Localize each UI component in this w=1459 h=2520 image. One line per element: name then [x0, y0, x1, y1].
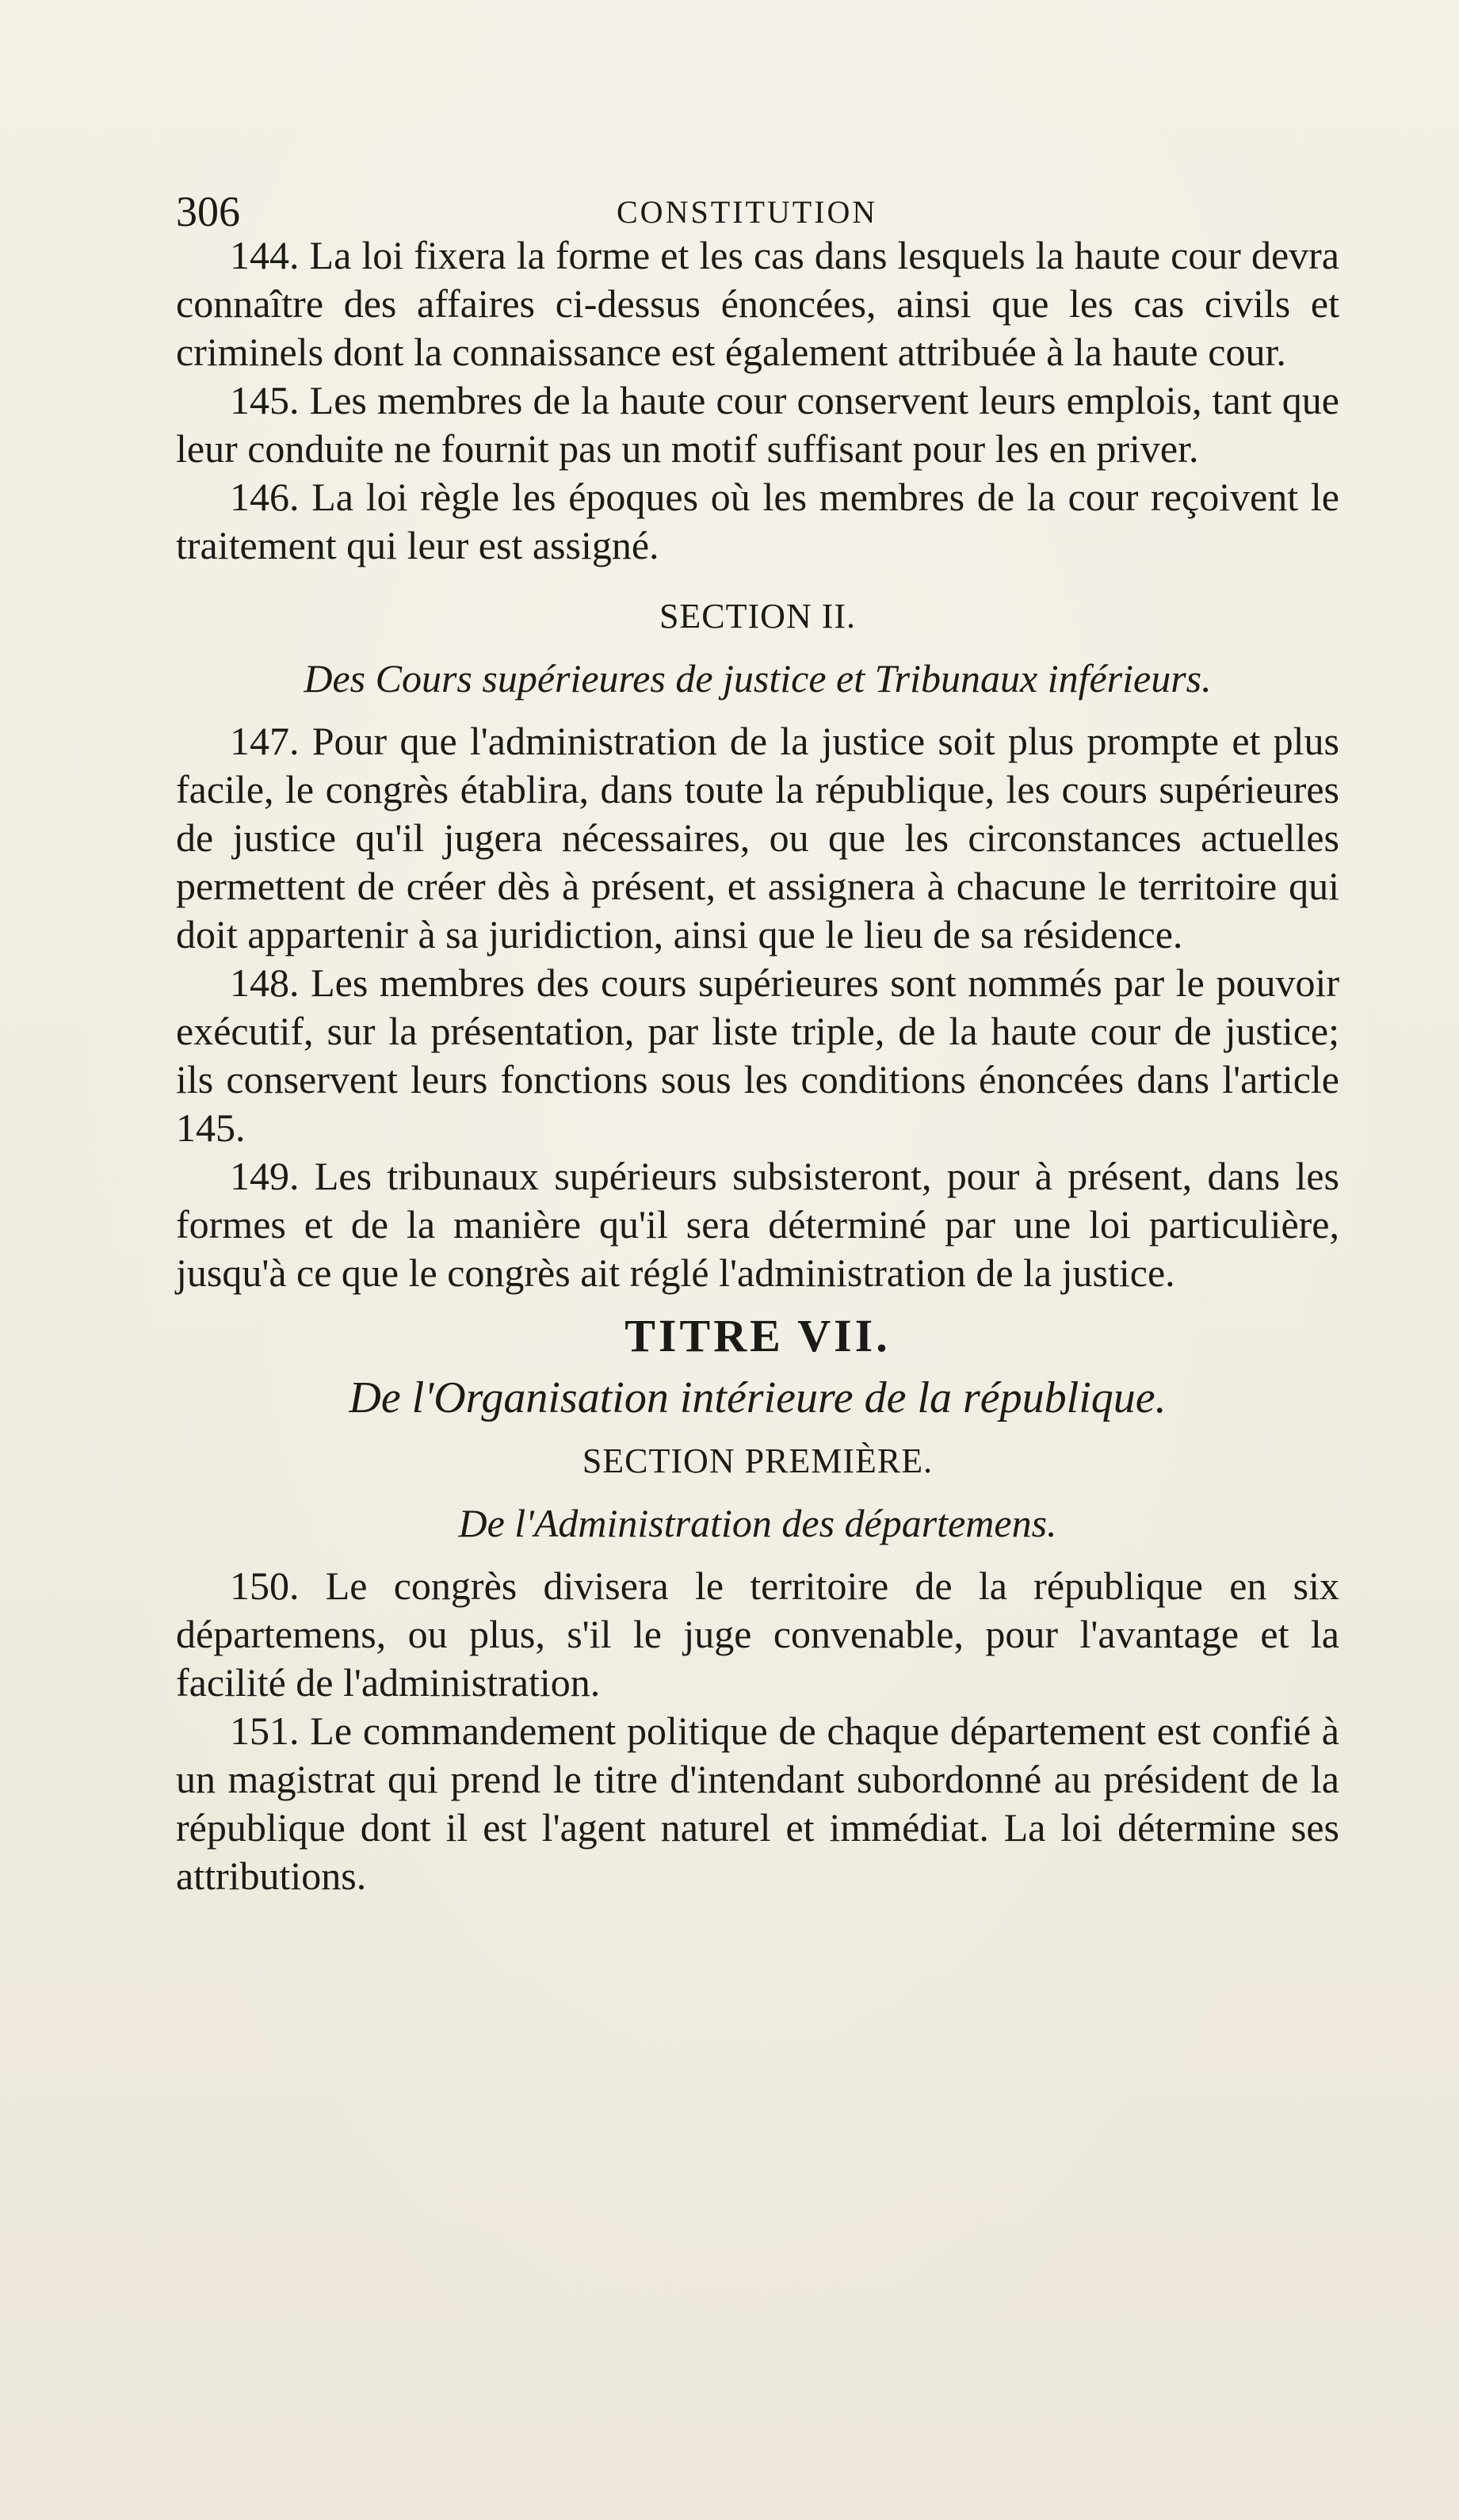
titre-heading: TITRE VII. [624, 1310, 891, 1361]
section-heading: SECTION II. [659, 597, 857, 636]
article-text: Le commandement politique de chaque département est confié à un magistrat qui prend le titre d'intendant subordonné au président de la république dont il est l'agent naturel et immédiat. La loi détermine ses attributions. [176, 1709, 1339, 1898]
page-header [176, 187, 1339, 235]
article-number: 148. [230, 960, 300, 1005]
article-text: La loi fixera la forme et les cas dans lesquels la haute cour devra connaître des affaires ci-dessus énoncées, ainsi que les cas civils et criminels dont la connaissance est également attribuée à la haute cour. [176, 233, 1340, 374]
article-number: 151. [230, 1709, 300, 1753]
article-text: Le congrès divisera le territoire de la république en six départemens, ou plus, s'il le juge convenable, pour l'avantage et la facilité de l'administration. [176, 1564, 1340, 1705]
article-text: Les membres de la haute cour conservent leurs emplois, tant que leur conduite ne fournit pas un motif suffisant pour les en priver. [176, 378, 1339, 471]
article-text: Les tribunaux supérieurs subsisteront, pour à présent, dans les formes et de la manière qu'il sera déterminé par une loi particulière, jusqu'à ce que le congrès ait réglé l'administration de la justice. [176, 1154, 1340, 1295]
article-number: 150. [230, 1564, 300, 1608]
article-text: Les membres des cours supérieures sont nommés par le pouvoir exécutif, sur la présentation, par liste triple, de la haute cour de justice; ils conservent leurs fonctions sous les conditions énoncées dans l'article 145. [176, 960, 1340, 1150]
article-144 [176, 231, 1339, 376]
page-body [176, 231, 1339, 1900]
titre-title: De l'Organisation intérieure de la république. [349, 1373, 1167, 1422]
article-number: 147. [230, 719, 300, 763]
article-146 [176, 473, 1339, 570]
section-title: Des Cours supérieures de justice et Tribunaux inférieurs. [304, 656, 1212, 701]
article-text: Pour que l'administration de la justice soit plus prompte et plus facile, le congrès établira, dans toute la république, les cours supérieures de justice qu'il jugera nécessaires, ou que les circonstances actuelles permettent de créer dès à présent, et assignera à chacune le territoire qui doit appartenir à sa juridiction, ainsi que le lieu de sa résidence. [176, 719, 1340, 956]
page-number: 306 [176, 188, 240, 235]
article-151 [176, 1707, 1339, 1900]
running-head: CONSTITUTION [617, 194, 878, 230]
article-150 [176, 1562, 1339, 1707]
article-number: 149. [230, 1154, 300, 1198]
article-text: La loi règle les époques où les membres de la cour reçoivent le traitement qui leur est assigné. [176, 475, 1339, 567]
article-148 [176, 959, 1339, 1152]
section-heading: SECTION PREMIÈRE. [582, 1441, 934, 1480]
article-145 [176, 376, 1339, 473]
article-149 [176, 1152, 1339, 1297]
section-title: De l'Administration des départemens. [458, 1501, 1057, 1545]
article-number: 145. [230, 378, 300, 422]
article-number: 144. [230, 233, 300, 277]
article-147 [176, 717, 1339, 959]
article-number: 146. [230, 475, 300, 519]
